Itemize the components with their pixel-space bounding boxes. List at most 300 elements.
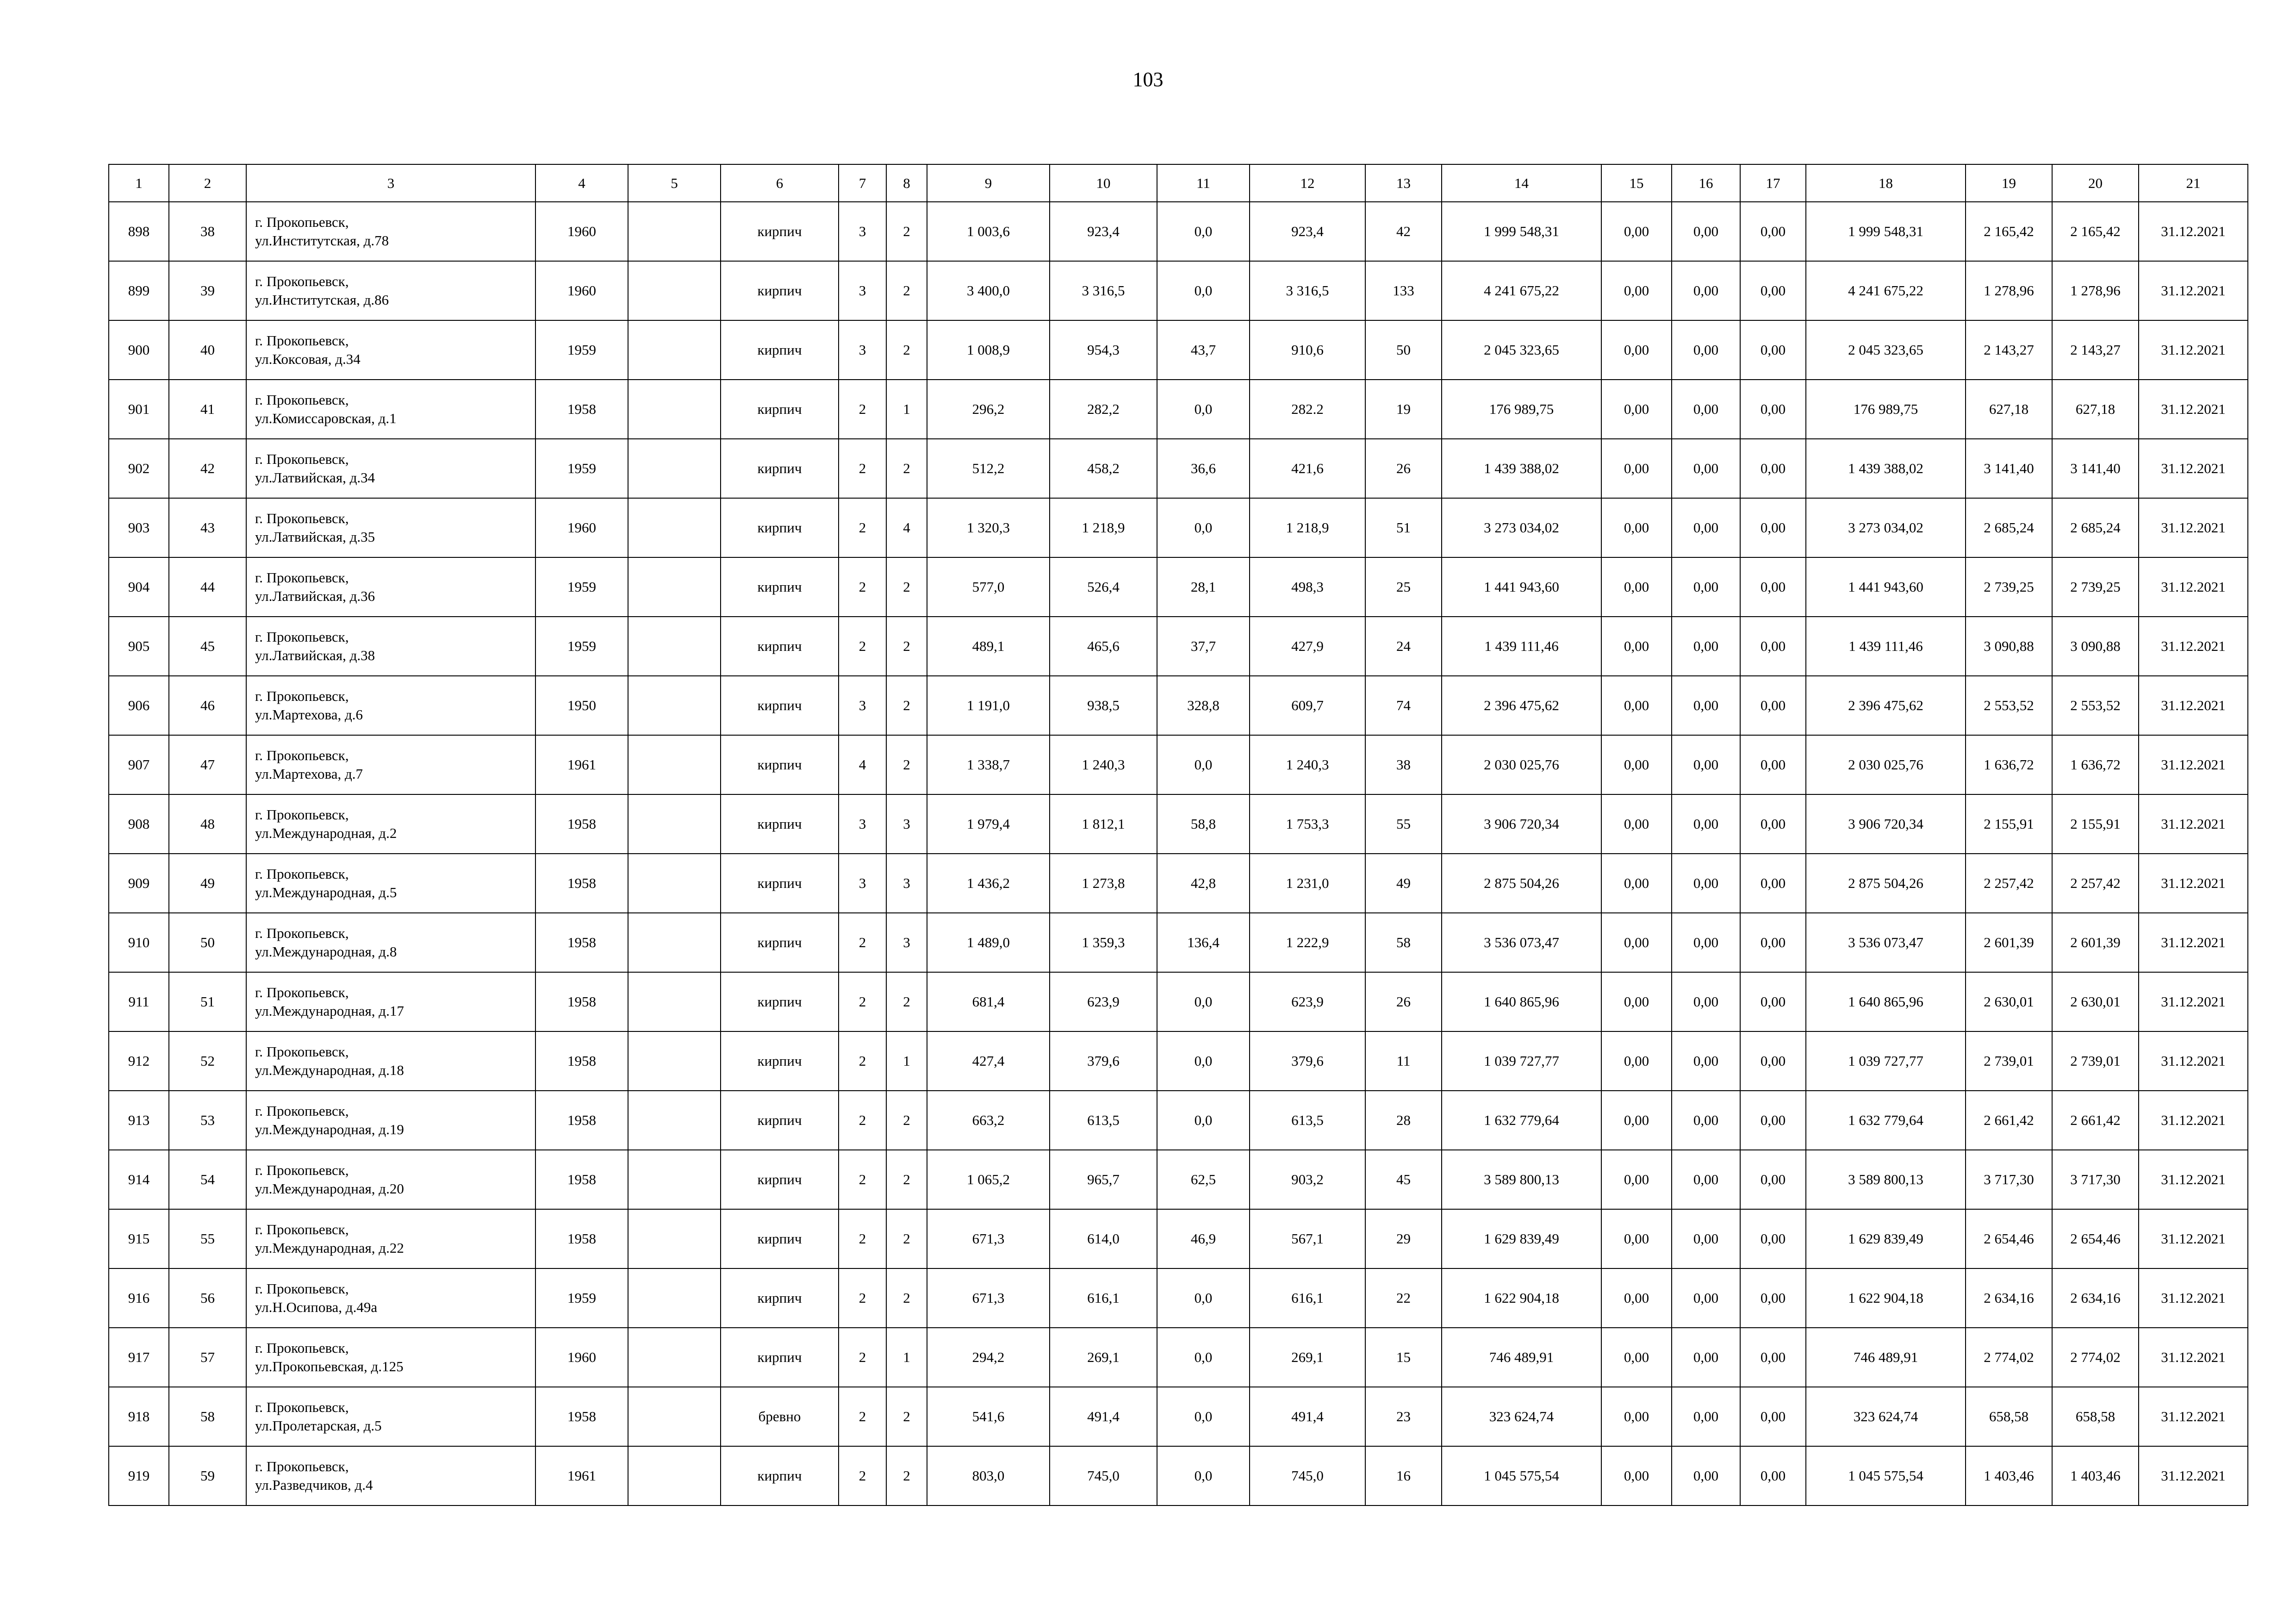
year-built: 1961	[535, 1446, 628, 1505]
cell-col-16: 0,00	[1672, 320, 1740, 380]
cell-col-15: 0,00	[1601, 794, 1672, 854]
cell-col-18: 2 396 475,62	[1806, 676, 1966, 735]
row-number: 919	[109, 1446, 169, 1505]
cell-col-14: 4 241 675,22	[1442, 261, 1601, 320]
cell-col-12: 616,1	[1250, 1268, 1365, 1328]
cell-col-7: 2	[839, 498, 886, 557]
cell-col-11: 328,8	[1157, 676, 1250, 735]
cell-col-13: 24	[1365, 617, 1442, 676]
cell-col-19: 658,58	[1966, 1387, 2052, 1446]
cell-col-8: 2	[886, 320, 927, 380]
wall-material: кирпич	[721, 972, 839, 1031]
cell-col-11: 0,0	[1157, 1091, 1250, 1150]
address-street: ул.Международная, д.2	[255, 825, 397, 841]
cell-col-7: 2	[839, 1031, 886, 1091]
cell-col-17: 0,00	[1740, 1150, 1806, 1209]
cell-col-19: 3 141,40	[1966, 439, 2052, 498]
cell-col-18: 746 489,91	[1806, 1328, 1966, 1387]
wall-material: кирпич	[721, 1209, 839, 1268]
address-cell	[246, 261, 535, 320]
cell-col-5	[628, 261, 721, 320]
cell-col-17: 0,00	[1740, 1328, 1806, 1387]
cell-col-13: 50	[1365, 320, 1442, 380]
row-number: 898	[109, 202, 169, 261]
cell-col-14: 2 030 025,76	[1442, 735, 1601, 794]
cell-col-8: 2	[886, 261, 927, 320]
cell-col-15: 0,00	[1601, 1387, 1672, 1446]
cell-col-19: 627,18	[1966, 380, 2052, 439]
cell-col-13: 25	[1365, 557, 1442, 617]
cell-col-18: 1 439 388,02	[1806, 439, 1966, 498]
cell-col-15: 0,00	[1601, 557, 1672, 617]
row-number: 900	[109, 320, 169, 380]
cell-col-12: 1 240,3	[1250, 735, 1365, 794]
cell-col-8: 1	[886, 1031, 927, 1091]
cell-col-16: 0,00	[1672, 1031, 1740, 1091]
address-cell	[246, 439, 535, 498]
year-built: 1958	[535, 1209, 628, 1268]
sub-number: 40	[169, 320, 246, 380]
cell-col-18: 1 999 548,31	[1806, 202, 1966, 261]
cell-col-12: 427,9	[1250, 617, 1365, 676]
cell-col-11: 0,0	[1157, 202, 1250, 261]
address-city: г. Прокопьевск,	[255, 688, 349, 704]
column-number: 4	[535, 164, 628, 202]
cell-col-12: 421,6	[1250, 439, 1365, 498]
cell-col-7: 3	[839, 794, 886, 854]
cell-col-13: 74	[1365, 676, 1442, 735]
cell-col-15: 0,00	[1601, 735, 1672, 794]
cell-col-16: 0,00	[1672, 1091, 1740, 1150]
cell-col-8: 3	[886, 854, 927, 913]
table-row	[109, 1268, 2248, 1328]
address-street: ул.Международная, д.5	[255, 884, 397, 900]
cell-col-10: 379,6	[1050, 1031, 1157, 1091]
cell-col-18: 1 640 865,96	[1806, 972, 1966, 1031]
cell-col-11: 42,8	[1157, 854, 1250, 913]
cell-col-16: 0,00	[1672, 1268, 1740, 1328]
column-number: 19	[1966, 164, 2052, 202]
cell-col-21: 31.12.2021	[2139, 1268, 2248, 1328]
cell-col-12: 1 231,0	[1250, 854, 1365, 913]
cell-col-14: 2 396 475,62	[1442, 676, 1601, 735]
cell-col-14: 1 632 779,64	[1442, 1091, 1601, 1150]
year-built: 1958	[535, 1387, 628, 1446]
address-cell	[246, 380, 535, 439]
year-built: 1960	[535, 1328, 628, 1387]
address-cell	[246, 1387, 535, 1446]
cell-col-21: 31.12.2021	[2139, 972, 2248, 1031]
cell-col-19: 2 661,42	[1966, 1091, 2052, 1150]
cell-col-18: 2 875 504,26	[1806, 854, 1966, 913]
cell-col-5	[628, 202, 721, 261]
table-row	[109, 1446, 2248, 1505]
cell-col-8: 2	[886, 439, 927, 498]
column-number: 7	[839, 164, 886, 202]
cell-col-11: 0,0	[1157, 498, 1250, 557]
cell-col-5	[628, 380, 721, 439]
address-cell	[246, 557, 535, 617]
cell-col-21: 31.12.2021	[2139, 1328, 2248, 1387]
cell-col-5	[628, 1268, 721, 1328]
address-city: г. Прокопьевск,	[255, 925, 349, 941]
row-number: 909	[109, 854, 169, 913]
address-city: г. Прокопьевск,	[255, 747, 349, 763]
cell-col-5	[628, 1150, 721, 1209]
cell-col-7: 2	[839, 557, 886, 617]
column-number: 9	[927, 164, 1050, 202]
cell-col-21: 31.12.2021	[2139, 617, 2248, 676]
cell-col-9: 1 003,6	[927, 202, 1050, 261]
table-row	[109, 1150, 2248, 1209]
cell-col-21: 31.12.2021	[2139, 854, 2248, 913]
cell-col-16: 0,00	[1672, 1328, 1740, 1387]
cell-col-11: 0,0	[1157, 1031, 1250, 1091]
address-city: г. Прокопьевск,	[255, 806, 349, 823]
cell-col-7: 2	[839, 1446, 886, 1505]
cell-col-8: 1	[886, 1328, 927, 1387]
cell-col-13: 19	[1365, 380, 1442, 439]
row-number: 905	[109, 617, 169, 676]
cell-col-13: 42	[1365, 202, 1442, 261]
cell-col-8: 2	[886, 617, 927, 676]
wall-material: кирпич	[721, 617, 839, 676]
address-city: г. Прокопьевск,	[255, 984, 349, 1000]
cell-col-11: 0,0	[1157, 1268, 1250, 1328]
cell-col-12: 282.2	[1250, 380, 1365, 439]
cell-col-5	[628, 557, 721, 617]
cell-col-7: 3	[839, 854, 886, 913]
cell-col-21: 31.12.2021	[2139, 1150, 2248, 1209]
cell-col-5	[628, 972, 721, 1031]
cell-col-13: 26	[1365, 439, 1442, 498]
cell-col-9: 1 065,2	[927, 1150, 1050, 1209]
cell-col-21: 31.12.2021	[2139, 1387, 2248, 1446]
cell-col-9: 489,1	[927, 617, 1050, 676]
column-number: 13	[1365, 164, 1442, 202]
cell-col-14: 1 622 904,18	[1442, 1268, 1601, 1328]
year-built: 1959	[535, 320, 628, 380]
cell-col-17: 0,00	[1740, 439, 1806, 498]
cell-col-21: 31.12.2021	[2139, 320, 2248, 380]
year-built: 1958	[535, 1031, 628, 1091]
cell-col-8: 2	[886, 202, 927, 261]
cell-col-20: 3 090,88	[2052, 617, 2139, 676]
cell-col-16: 0,00	[1672, 794, 1740, 854]
address-street: ул.Н.Осипова, д.49а	[255, 1299, 378, 1315]
cell-col-7: 4	[839, 735, 886, 794]
wall-material: кирпич	[721, 320, 839, 380]
cell-col-21: 31.12.2021	[2139, 735, 2248, 794]
cell-col-21: 31.12.2021	[2139, 557, 2248, 617]
address-city: г. Прокопьевск,	[255, 629, 349, 645]
cell-col-11: 0,0	[1157, 261, 1250, 320]
cell-col-14: 3 273 034,02	[1442, 498, 1601, 557]
cell-col-5	[628, 913, 721, 972]
cell-col-11: 28,1	[1157, 557, 1250, 617]
address-cell	[246, 202, 535, 261]
address-city: г. Прокопьевск,	[255, 273, 349, 289]
year-built: 1960	[535, 498, 628, 557]
address-city: г. Прокопьевск,	[255, 1399, 349, 1415]
table-row	[109, 913, 2248, 972]
cell-col-7: 2	[839, 972, 886, 1031]
cell-col-16: 0,00	[1672, 380, 1740, 439]
cell-col-18: 3 536 073,47	[1806, 913, 1966, 972]
cell-col-18: 1 632 779,64	[1806, 1091, 1966, 1150]
cell-col-17: 0,00	[1740, 1268, 1806, 1328]
cell-col-5	[628, 1446, 721, 1505]
wall-material: кирпич	[721, 439, 839, 498]
address-street: ул.Международная, д.17	[255, 1003, 404, 1019]
year-built: 1958	[535, 854, 628, 913]
address-street: ул.Международная, д.22	[255, 1240, 404, 1256]
cell-col-14: 1 045 575,54	[1442, 1446, 1601, 1505]
cell-col-5	[628, 1091, 721, 1150]
cell-col-10: 613,5	[1050, 1091, 1157, 1150]
row-number: 914	[109, 1150, 169, 1209]
row-number: 912	[109, 1031, 169, 1091]
column-number: 3	[246, 164, 535, 202]
cell-col-19: 2 654,46	[1966, 1209, 2052, 1268]
row-number: 917	[109, 1328, 169, 1387]
cell-col-9: 294,2	[927, 1328, 1050, 1387]
cell-col-15: 0,00	[1601, 1446, 1672, 1505]
cell-col-16: 0,00	[1672, 439, 1740, 498]
address-city: г. Прокопьевск,	[255, 1103, 349, 1119]
cell-col-18: 3 589 800,13	[1806, 1150, 1966, 1209]
address-city: г. Прокопьевск,	[255, 569, 349, 586]
cell-col-12: 269,1	[1250, 1328, 1365, 1387]
cell-col-13: 51	[1365, 498, 1442, 557]
cell-col-21: 31.12.2021	[2139, 498, 2248, 557]
cell-col-16: 0,00	[1672, 557, 1740, 617]
cell-col-15: 0,00	[1601, 913, 1672, 972]
cell-col-13: 38	[1365, 735, 1442, 794]
cell-col-16: 0,00	[1672, 1387, 1740, 1446]
cell-col-9: 1 320,3	[927, 498, 1050, 557]
cell-col-9: 671,3	[927, 1209, 1050, 1268]
cell-col-13: 133	[1365, 261, 1442, 320]
cell-col-21: 31.12.2021	[2139, 439, 2248, 498]
column-number: 17	[1740, 164, 1806, 202]
cell-col-21: 31.12.2021	[2139, 676, 2248, 735]
year-built: 1961	[535, 735, 628, 794]
cell-col-5	[628, 676, 721, 735]
address-cell	[246, 1446, 535, 1505]
address-city: г. Прокопьевск,	[255, 510, 349, 526]
sub-number: 50	[169, 913, 246, 972]
cell-col-17: 0,00	[1740, 1387, 1806, 1446]
cell-col-19: 2 634,16	[1966, 1268, 2052, 1328]
cell-col-10: 465,6	[1050, 617, 1157, 676]
cell-col-8: 1	[886, 380, 927, 439]
cell-col-19: 1 278,96	[1966, 261, 2052, 320]
address-street: ул.Разведчиков, д.4	[255, 1477, 373, 1493]
cell-col-21: 31.12.2021	[2139, 913, 2248, 972]
cell-col-21: 31.12.2021	[2139, 261, 2248, 320]
sub-number: 45	[169, 617, 246, 676]
cell-col-13: 16	[1365, 1446, 1442, 1505]
cell-col-7: 2	[839, 1328, 886, 1387]
cell-col-16: 0,00	[1672, 854, 1740, 913]
cell-col-9: 541,6	[927, 1387, 1050, 1446]
year-built: 1958	[535, 972, 628, 1031]
cell-col-11: 36,6	[1157, 439, 1250, 498]
cell-col-18: 2 030 025,76	[1806, 735, 1966, 794]
cell-col-11: 46,9	[1157, 1209, 1250, 1268]
cell-col-16: 0,00	[1672, 676, 1740, 735]
cell-col-8: 2	[886, 972, 927, 1031]
cell-col-17: 0,00	[1740, 913, 1806, 972]
address-street: ул.Международная, д.20	[255, 1181, 404, 1197]
table-row	[109, 676, 2248, 735]
address-cell	[246, 1268, 535, 1328]
year-built: 1960	[535, 261, 628, 320]
year-built: 1958	[535, 1091, 628, 1150]
cell-col-7: 2	[839, 1387, 886, 1446]
sub-number: 39	[169, 261, 246, 320]
wall-material: кирпич	[721, 498, 839, 557]
cell-col-19: 2 601,39	[1966, 913, 2052, 972]
cell-col-13: 55	[1365, 794, 1442, 854]
cell-col-18: 1 439 111,46	[1806, 617, 1966, 676]
cell-col-17: 0,00	[1740, 557, 1806, 617]
column-number: 20	[2052, 164, 2139, 202]
cell-col-10: 965,7	[1050, 1150, 1157, 1209]
cell-col-15: 0,00	[1601, 261, 1672, 320]
cell-col-13: 15	[1365, 1328, 1442, 1387]
cell-col-10: 616,1	[1050, 1268, 1157, 1328]
column-number: 16	[1672, 164, 1740, 202]
cell-col-17: 0,00	[1740, 1209, 1806, 1268]
cell-col-13: 45	[1365, 1150, 1442, 1209]
table-row	[109, 1328, 2248, 1387]
cell-col-11: 0,0	[1157, 1387, 1250, 1446]
cell-col-11: 58,8	[1157, 794, 1250, 854]
cell-col-8: 2	[886, 1209, 927, 1268]
sub-number: 46	[169, 676, 246, 735]
row-number: 902	[109, 439, 169, 498]
cell-col-20: 2 257,42	[2052, 854, 2139, 913]
cell-col-20: 2 601,39	[2052, 913, 2139, 972]
cell-col-5	[628, 439, 721, 498]
cell-col-7: 2	[839, 1209, 886, 1268]
cell-col-10: 938,5	[1050, 676, 1157, 735]
cell-col-15: 0,00	[1601, 1031, 1672, 1091]
cell-col-15: 0,00	[1601, 1150, 1672, 1209]
cell-col-10: 1 273,8	[1050, 854, 1157, 913]
cell-col-20: 2 661,42	[2052, 1091, 2139, 1150]
cell-col-15: 0,00	[1601, 498, 1672, 557]
cell-col-13: 26	[1365, 972, 1442, 1031]
sub-number: 42	[169, 439, 246, 498]
cell-col-18: 323 624,74	[1806, 1387, 1966, 1446]
sub-number: 52	[169, 1031, 246, 1091]
address-cell	[246, 617, 535, 676]
address-cell	[246, 972, 535, 1031]
cell-col-5	[628, 1328, 721, 1387]
wall-material: бревно	[721, 1387, 839, 1446]
cell-col-9: 577,0	[927, 557, 1050, 617]
cell-col-19: 3 090,88	[1966, 617, 2052, 676]
sub-number: 43	[169, 498, 246, 557]
column-number: 12	[1250, 164, 1365, 202]
cell-col-7: 3	[839, 261, 886, 320]
cell-col-12: 491,4	[1250, 1387, 1365, 1446]
address-cell	[246, 1091, 535, 1150]
cell-col-15: 0,00	[1601, 380, 1672, 439]
cell-col-18: 1 441 943,60	[1806, 557, 1966, 617]
address-street: ул.Латвийская, д.35	[255, 529, 375, 545]
cell-col-14: 746 489,91	[1442, 1328, 1601, 1387]
cell-col-9: 3 400,0	[927, 261, 1050, 320]
cell-col-5	[628, 498, 721, 557]
address-street: ул.Институтская, д.78	[255, 232, 389, 249]
cell-col-21: 31.12.2021	[2139, 1091, 2248, 1150]
cell-col-20: 2 685,24	[2052, 498, 2139, 557]
table-row	[109, 972, 2248, 1031]
cell-col-15: 0,00	[1601, 320, 1672, 380]
table-row	[109, 439, 2248, 498]
address-street: ул.Международная, д.18	[255, 1062, 404, 1078]
cell-col-15: 0,00	[1601, 439, 1672, 498]
cell-col-8: 2	[886, 1268, 927, 1328]
cell-col-20: 2 774,02	[2052, 1328, 2139, 1387]
cell-col-7: 2	[839, 1268, 886, 1328]
cell-col-16: 0,00	[1672, 202, 1740, 261]
housing-register-table	[108, 164, 2248, 1506]
cell-col-19: 3 717,30	[1966, 1150, 2052, 1209]
cell-col-20: 2 634,16	[2052, 1268, 2139, 1328]
cell-col-9: 296,2	[927, 380, 1050, 439]
cell-col-14: 3 906 720,34	[1442, 794, 1601, 854]
table-row	[109, 1387, 2248, 1446]
address-cell	[246, 735, 535, 794]
column-number: 2	[169, 164, 246, 202]
cell-col-13: 29	[1365, 1209, 1442, 1268]
cell-col-17: 0,00	[1740, 854, 1806, 913]
year-built: 1959	[535, 617, 628, 676]
column-number: 11	[1157, 164, 1250, 202]
cell-col-14: 1 999 548,31	[1442, 202, 1601, 261]
table-row	[109, 557, 2248, 617]
address-city: г. Прокопьевск,	[255, 392, 349, 408]
address-cell	[246, 1328, 535, 1387]
wall-material: кирпич	[721, 1091, 839, 1150]
address-city: г. Прокопьевск,	[255, 1043, 349, 1060]
cell-col-13: 28	[1365, 1091, 1442, 1150]
cell-col-18: 1 039 727,77	[1806, 1031, 1966, 1091]
cell-col-12: 745,0	[1250, 1446, 1365, 1505]
cell-col-8: 3	[886, 913, 927, 972]
cell-col-14: 1 439 111,46	[1442, 617, 1601, 676]
cell-col-9: 1 338,7	[927, 735, 1050, 794]
sub-number: 38	[169, 202, 246, 261]
cell-col-7: 3	[839, 202, 886, 261]
cell-col-14: 1 441 943,60	[1442, 557, 1601, 617]
address-street: ул.Коксовая, д.34	[255, 351, 361, 367]
cell-col-8: 2	[886, 1387, 927, 1446]
cell-col-5	[628, 617, 721, 676]
cell-col-20: 2 739,25	[2052, 557, 2139, 617]
cell-col-21: 31.12.2021	[2139, 202, 2248, 261]
cell-col-7: 2	[839, 439, 886, 498]
cell-col-20: 2 155,91	[2052, 794, 2139, 854]
cell-col-18: 1 622 904,18	[1806, 1268, 1966, 1328]
cell-col-18: 3 906 720,34	[1806, 794, 1966, 854]
cell-col-16: 0,00	[1672, 261, 1740, 320]
